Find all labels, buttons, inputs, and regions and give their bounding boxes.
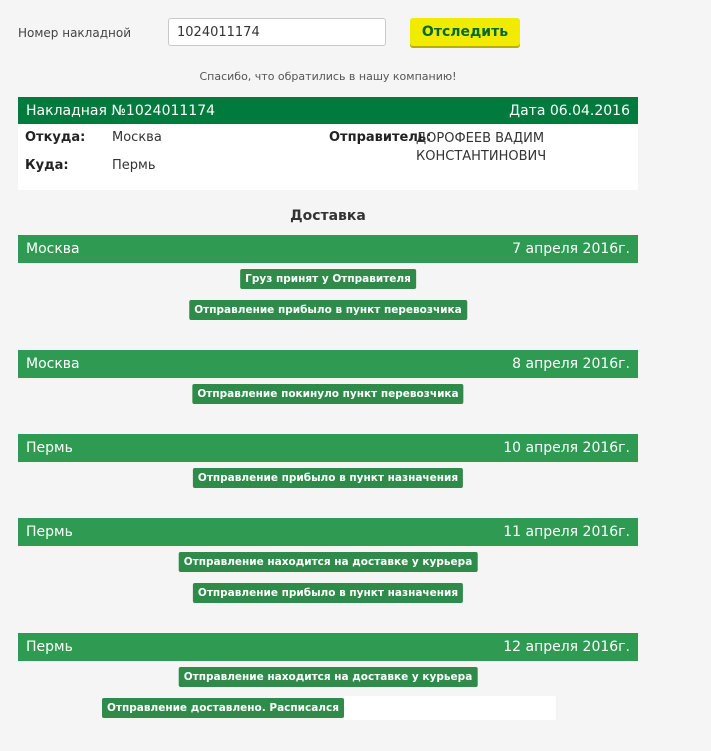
status-badge: Отправление находится на доставке у курьера <box>179 667 478 687</box>
status-badge: Отправление прибыло в пункт назначения <box>193 468 463 488</box>
group-city: Пермь <box>26 440 73 456</box>
delivery-group-header <box>18 633 638 661</box>
from-label: Откуда: <box>25 130 86 145</box>
delivery-group-header <box>18 434 638 462</box>
group-date: 11 апреля 2016г. <box>503 524 630 540</box>
sender-value: ДОРОФЕЕВ ВАДИМ КОНСТАНТИНОВИЧ <box>416 131 547 164</box>
waybill-details <box>18 124 638 190</box>
waybill-number-input[interactable] <box>168 18 386 46</box>
waybill-header <box>18 97 638 124</box>
waybill-number-label: Номер накладной <box>18 26 131 40</box>
tracking-search-row <box>18 18 638 48</box>
group-date: 12 апреля 2016г. <box>503 639 630 655</box>
delivery-group-header <box>18 235 638 263</box>
group-city: Пермь <box>26 639 73 655</box>
thanks-message: Спасибо, что обратились в нашу компанию! <box>199 70 457 83</box>
group-date: 7 апреля 2016г. <box>512 241 630 257</box>
status-badge: Отправление прибыло в пункт перевозчика <box>189 300 467 320</box>
group-date: 10 апреля 2016г. <box>503 440 630 456</box>
group-city: Москва <box>26 241 80 257</box>
group-date: 8 апреля 2016г. <box>512 356 630 372</box>
delivery-title: Доставка <box>290 208 366 224</box>
waybill-date: Дата 06.04.2016 <box>509 102 630 119</box>
status-badge: Отправление прибыло в пункт назначения <box>193 583 463 603</box>
from-value: Москва <box>112 130 162 145</box>
waybill-title: Накладная №1024011174 <box>26 102 216 119</box>
delivery-group-header <box>18 518 638 546</box>
redacted-signature <box>344 696 556 720</box>
to-value: Пермь <box>112 158 156 173</box>
status-badge: Отправление доставлено. Расписался <box>102 698 344 718</box>
status-badge: Груз принят у Отправителя <box>240 269 416 289</box>
track-button[interactable]: Отследить <box>410 18 520 46</box>
sender-label: Отправитель: <box>329 130 432 145</box>
status-badge: Отправление покинуло пункт перевозчика <box>192 384 463 404</box>
group-city: Пермь <box>26 524 73 540</box>
to-label: Куда: <box>25 158 69 173</box>
status-badge: Отправление находится на доставке у курьера <box>179 552 478 572</box>
delivery-group-header <box>18 350 638 378</box>
group-city: Москва <box>26 356 80 372</box>
